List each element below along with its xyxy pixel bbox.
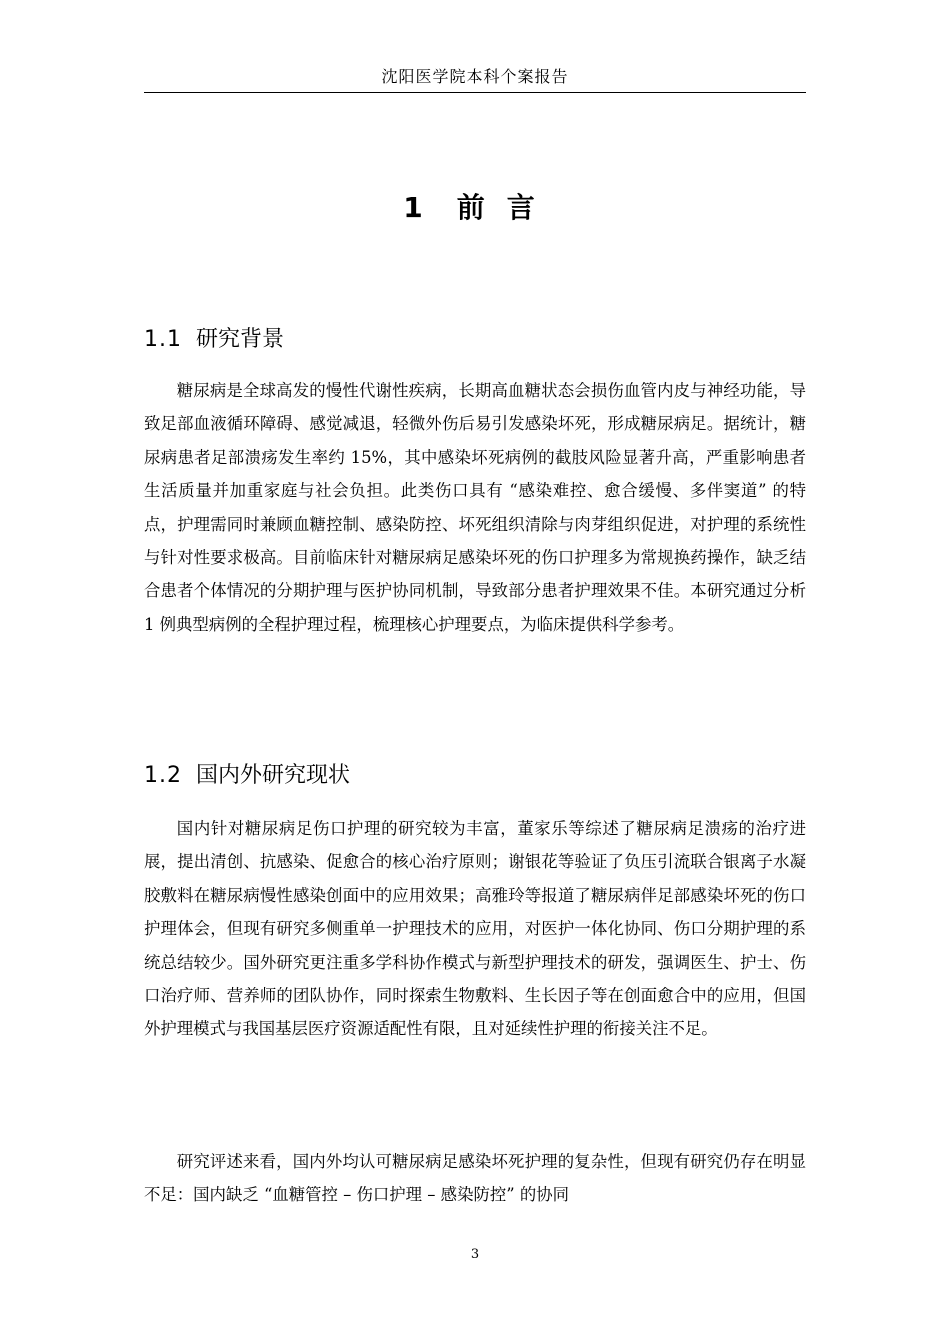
section-title: 研究背景 bbox=[196, 327, 285, 352]
header-rule bbox=[144, 92, 806, 93]
chapter-title-char: 言 bbox=[506, 191, 537, 224]
body-paragraph: 糖尿病是全球高发的慢性代谢性疾病，长期高血糖状态会损伤血管内皮与神经功能，导致足部血液循环障碍、感觉减退，轻微外伤后易引发感染坏死，形成糖尿病足。据统计，糖尿病患者足部溃疡发生率约 15%，其中感染坏死病例的截肢风险显著升高，严重影响患者生活质量并加重家庭与社会负担。此类伤口具有 “感染难控、愈合缓慢、多伴窦道” 的特点，护理需同时兼顾血糖控制、感染防控、坏死组织清除与肉芽组织促进，对护理的系统性与针对性要求极高。目前临床针对糖尿病足感染坏死的伤口护理多为常规换药操作，缺乏结合患者个体情况的分期护理与医护协同机制，导致部分患者护理效果不佳。本研究通过分析 1 例典型病例的全程护理过程，梳理核心护理要点，为临床提供科学参考。 bbox=[144, 381, 806, 634]
body-paragraph: 研究评述来看，国内外均认可糖尿病足感染坏死护理的复杂性，但现有研究仍存在明显不足：国内缺乏 “血糖管控 – 伤口护理 – 感染防控” 的协同 bbox=[144, 1152, 806, 1205]
section-heading bbox=[144, 760, 806, 792]
body-paragraph: 国内针对糖尿病足伤口护理的研究较为丰富，董家乐等综述了糖尿病足溃疡的治疗进展，提出清创、抗感染、促愈合的核心治疗原则；谢银花等验证了负压引流联合银离子水凝胶敷料在糖尿病慢性感染创面中的应用效果；高雅玲等报道了糖尿病伴足部感染坏死的伤口护理体会，但现有研究多侧重单一护理技术的应用，对医护一体化协同、伤口分期护理的系统总结较少。国外研究更注重多学科协作模式与新型护理技术的研发，强调医生、护士、伤口治疗师、营养师的团队协作，同时探索生物敷料、生长因子等在创面愈合中的应用，但国外护理模式与我国基层医疗资源适配性有限，且对延续性护理的衔接关注不足。 bbox=[144, 819, 806, 1039]
section-number: 1.1 bbox=[144, 327, 182, 352]
chapter-title-char: 前 bbox=[456, 191, 487, 224]
section-heading bbox=[144, 324, 806, 356]
chapter-number: 1 bbox=[403, 191, 425, 224]
section-title: 国内外研究现状 bbox=[196, 763, 351, 788]
chapter-title bbox=[144, 188, 806, 228]
running-header: 沈阳医学院本科个案报告 bbox=[381, 67, 569, 86]
page-number: 3 bbox=[470, 1247, 480, 1262]
section-number: 1.2 bbox=[144, 763, 182, 788]
